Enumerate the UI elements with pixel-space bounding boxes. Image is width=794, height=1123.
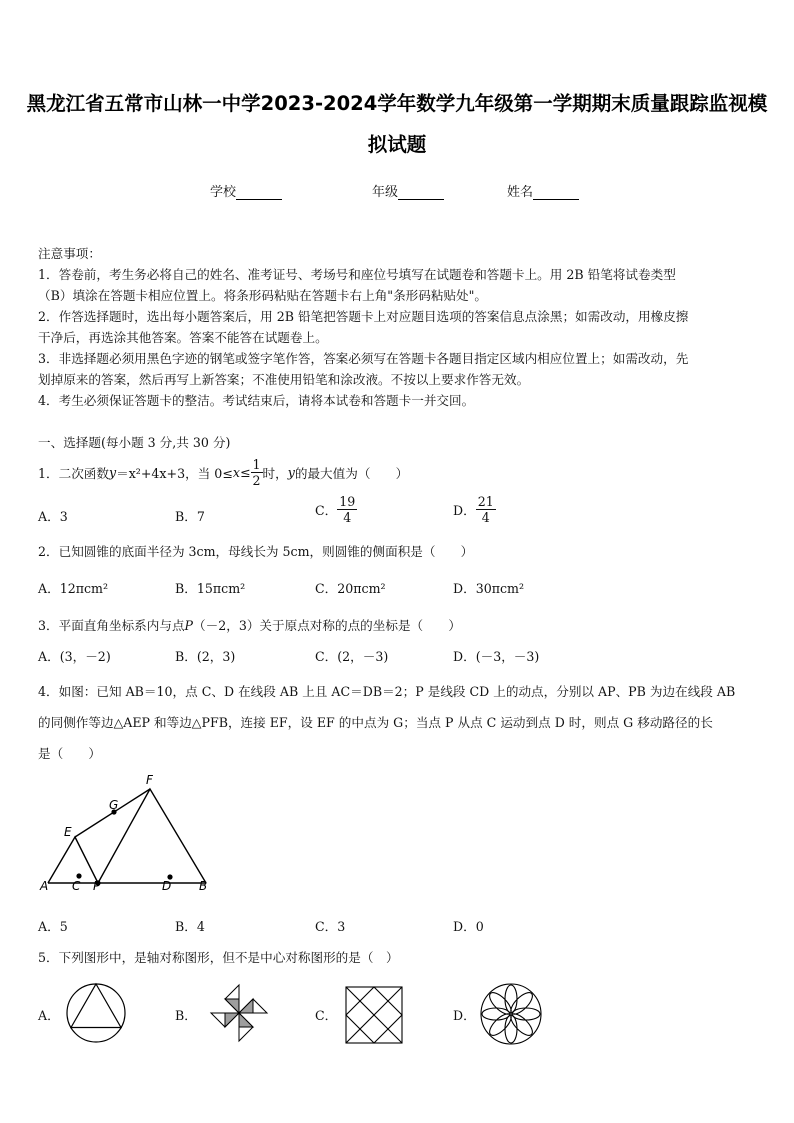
question-5: 5．下列图形中，是轴对称图形，但不是中心对称图形的是（ ） [38,950,399,965]
q3-var-p: P [184,618,194,633]
q3-option-c[interactable]: C．(2，－3) [315,649,389,664]
q1-c-den: 4 [343,510,352,525]
q4-option-a[interactable]: A．5 [38,919,68,934]
q4-option-c[interactable]: C．3 [315,919,346,934]
label-a: A [40,879,49,893]
q1-option-c[interactable] [315,494,357,525]
q1-option-d-label: D． [453,503,476,518]
q1-text-c: 的最大值为（ ） [294,465,409,481]
label-f: F [146,773,153,787]
q1-le: ≤ [239,464,251,480]
school-field [210,181,282,200]
q5-figure-c-square[interactable] [345,986,403,1044]
question-2: 2．已知圆锥的底面半径为 3cm，母线长为 5cm，则圆锥的侧面积是（ ） [38,544,474,559]
q5-option-c[interactable]: C． [315,1008,338,1023]
question-1 [38,454,408,490]
q5-figure-b-pinwheel[interactable] [205,982,273,1044]
q4-option-d[interactable]: D．0 [453,919,484,934]
notice-line: 4．考生必须保证答题卡的整洁。考试结束后，请将本试卷和答题卡一并交回。 [38,393,475,408]
q1-eq: ＝x²+4x+3，当 0≤ [116,465,233,481]
notice-heading: 注意事项： [38,246,101,261]
q1-fraction [251,457,263,488]
grade-label: 年级 [372,185,399,200]
notice-line: 干净后，再选涂其他答案。答案不能答在试题卷上。 [38,330,328,345]
grade-field [372,181,444,200]
q1-frac-num: 1 [252,456,261,472]
school-label: 学校 [210,185,237,200]
q3-option-b[interactable]: B．(2，3) [175,649,236,664]
label-p: P [93,879,101,893]
page-title-line2: 拟试题 [367,133,427,156]
q4-option-b[interactable]: B．4 [175,919,205,934]
label-e: E [64,825,72,839]
q1-option-a[interactable]: A．3 [38,509,68,524]
q2-option-a[interactable]: A．12πcm² [38,581,109,596]
notice-line: 1．答卷前，考生务必将自己的姓名、准考证号、考场号和座位号填写在试题卷和答题卡上。用 2B 铅笔将试卷类型 [38,267,676,282]
triangle-aep [48,837,98,883]
notice-line: （B）填涂在答题卡相应位置上。将条形码粘贴在答题卡右上角"条形码粘贴处"。 [38,288,488,303]
q3-text-a: 3．平面直角坐标系内与点 [38,618,185,633]
q4-line3: 是（ ） [38,746,101,761]
q3-option-d[interactable]: D．(－3，－3) [453,649,540,664]
label-g: G [109,798,119,812]
q1-d-num: 21 [477,494,494,509]
question-4 [38,676,735,769]
name-blank[interactable] [533,185,579,200]
q4-line1: 4．如图：已知 AB＝10，点 C、D 在线段 AB 上且 AC＝DB＝2；P 是线段 CD 上的动点，分别以 AP、PB 为边在线段 AB [38,684,736,699]
q2-option-d[interactable]: D．30πcm² [453,581,525,596]
q4-figure [36,772,216,894]
q1-c-num: 19 [339,494,356,509]
q1-text-b: 时， [262,465,288,481]
q3-option-a[interactable]: A．(3，－2) [38,649,111,664]
q1-text: 1．二次函数 [38,465,109,481]
label-c: C [72,879,81,893]
label-b: B [199,879,208,893]
q1-d-den: 4 [481,510,490,525]
grade-blank[interactable] [398,185,444,200]
q5-figure-d-flower[interactable] [479,982,543,1046]
question-3 [38,615,461,634]
page-title: 黑龙江省五常市山林一中学2023-2024学年数学九年级第一学期期末质量跟踪监视模 [26,92,768,115]
q5-option-b[interactable]: B． [175,1008,197,1023]
notice-block [38,243,688,411]
q5-option-d[interactable]: D． [453,1008,476,1023]
q1-option-c-label: C． [315,503,338,518]
name-field [507,181,579,200]
school-blank[interactable] [236,185,282,200]
q1-frac-den: 2 [252,472,261,488]
name-label: 姓名 [507,185,534,200]
q1-option-d[interactable] [453,494,496,525]
point-c-dot [76,873,81,878]
q1-var-y2: y [287,464,295,480]
notice-line: 2．作答选择题时，选出每小题答案后，用 2B 铅笔把答题卡上对应题目选项的答案信息点涂黑；如需改动，用橡皮擦 [38,309,689,324]
q2-option-b[interactable]: B．15πcm² [175,581,246,596]
q5-option-a[interactable]: A． [38,1008,60,1023]
q4-line2: 的同侧作等边△AEP 和等边△PFB，连接 EF，设 EF 的中点为 G；当点 P 从点 C 运动到点 D 时，则点 G 移动路径的长 [38,715,713,730]
q1-var-y: y [108,464,117,480]
notice-line: 3．非选择题必须用黑色字迹的钢笔或签字笔作答，答案必须写在答题卡各题目指定区域内相应位置上；如需改动，先 [38,351,689,366]
q2-option-c[interactable]: C．20πcm² [315,581,386,596]
q5-figure-a-circle-triangle[interactable] [65,982,127,1044]
q1-option-b[interactable]: B．7 [175,509,205,524]
section-heading: 一、选择题(每小题 3 分,共 30 分) [38,435,231,450]
label-d: D [162,879,172,893]
notice-line: 划掉原来的答案，然后再写上新答案；不准使用铅笔和涂改液。不按以上要求作答无效。 [38,372,530,387]
q1-var-x: x [232,464,240,480]
q3-text-b: （－2，3）关于原点对称的点的坐标是（ ） [193,618,461,633]
